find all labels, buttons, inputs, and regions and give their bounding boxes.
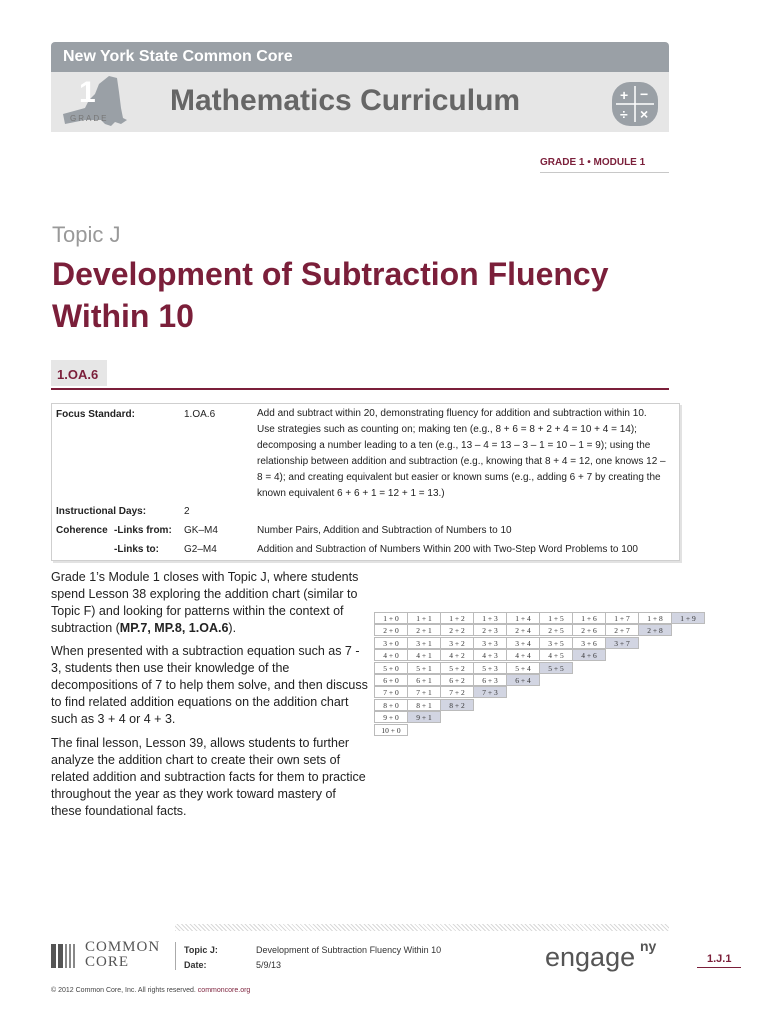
addition-chart-cell: 1 + 4	[506, 612, 540, 624]
copyright-text: © 2012 Common Core, Inc. All rights reserved.	[51, 987, 196, 994]
topic-title: Development of Subtraction Fluency Within 10	[52, 256, 609, 334]
links-to-label: -Links to:	[114, 544, 159, 555]
footer-hatch-rule	[175, 924, 669, 931]
addition-chart-cell: 5 + 4	[506, 662, 540, 674]
body-paragraph-1-text: Grade 1’s Module 1 closes with Topic J, where students spend Lesson 38 exploring the addition chart (similar to Topic F) and looking for patterns within the context of subtraction (	[51, 570, 359, 635]
addition-chart-cell: 1 + 1	[407, 612, 441, 624]
focus-standard-code: 1.OA.6	[184, 409, 216, 420]
addition-chart-cell: 3 + 0	[374, 637, 408, 649]
addition-chart-cell: 8 + 2	[440, 699, 474, 711]
grade-word: GRADE	[70, 114, 109, 123]
addition-chart-cell: 4 + 4	[506, 649, 540, 661]
addition-chart-cell: 4 + 6	[572, 649, 606, 661]
instructional-days-label: Instructional Days:	[56, 506, 147, 517]
addition-chart-cell: 7 + 0	[374, 686, 408, 698]
addition-chart-cell: 4 + 0	[374, 649, 408, 661]
header-banner-text: New York State Common Core	[63, 48, 293, 65]
grade-number: 1	[79, 76, 96, 109]
body-paragraph-1-standards: MP.7, MP.8, 1.OA.6	[119, 621, 229, 635]
addition-chart-cell: 9 + 1	[407, 711, 441, 723]
addition-chart-cell: 5 + 0	[374, 662, 408, 674]
addition-chart-cell: 1 + 5	[539, 612, 573, 624]
addition-chart-cell: 2 + 3	[473, 624, 507, 636]
addition-chart-cell: 1 + 9	[671, 612, 705, 624]
body-paragraph-1-end: ).	[228, 621, 237, 635]
addition-chart-cell: 7 + 2	[440, 686, 474, 698]
focus-standard-table	[51, 403, 680, 561]
addition-chart-cell: 4 + 2	[440, 649, 474, 661]
svg-text:×: ×	[640, 106, 649, 122]
body-paragraph-2: When presented with a subtraction equation such as 7 - 3, students then use their knowledge of the decompositions of 7 to help them solve, and then discuss to find related addition equations on the addition chart such as 3 + 4 or 4 + 3.	[51, 644, 368, 726]
curriculum-title: Mathematics Curriculum	[170, 84, 521, 117]
addition-chart-cell: 4 + 1	[407, 649, 441, 661]
addition-chart-cell: 7 + 1	[407, 686, 441, 698]
addition-chart-cell: 4 + 3	[473, 649, 507, 661]
page-number-underline	[697, 967, 741, 968]
footer-topic-value: Development of Subtraction Fluency Within 10	[256, 945, 442, 955]
addition-chart-cell: 1 + 7	[605, 612, 639, 624]
addition-chart-cell: 2 + 7	[605, 624, 639, 636]
addition-chart-cell: 6 + 1	[407, 674, 441, 686]
addition-chart-cell: 2 + 5	[539, 624, 573, 636]
addition-chart-cell: 3 + 6	[572, 637, 606, 649]
addition-chart-cell: 5 + 2	[440, 662, 474, 674]
addition-chart-cell: 2 + 2	[440, 624, 474, 636]
addition-chart-cell: 2 + 0	[374, 624, 408, 636]
addition-chart-cell: 6 + 2	[440, 674, 474, 686]
links-from-description: Number Pairs, Addition and Subtraction of Numbers to 10	[257, 525, 512, 536]
addition-chart-cell: 7 + 3	[473, 686, 507, 698]
focus-standard-label: Focus Standard:	[56, 409, 135, 420]
addition-chart-cell: 6 + 3	[473, 674, 507, 686]
grade-module-label: GRADE 1 • MODULE 1	[540, 157, 646, 168]
standard-rule	[51, 388, 669, 390]
focus-standard-description: Add and subtract within 20, demonstrating fluency for addition and subtraction within 10. Use strategies such as counting on; making ten (e.g., 8 + 6 = 8 + 2 + 4 = 10 + 4 = 14); decomposing a number leading to a ten (e.g., 13 – 4 = 13 – 3 – 1 = 10 – 1 = 9); using the relationship between addition and subtraction (e.g., knowing that 8 + 4 = 12, one knows 12 – 8 = 4); and creating equivalent but easier or known sums (e.g., adding 6 + 7 by creating the known equivalent 6 + 6 + 1 = 12 + 1 = 13.)	[257, 408, 666, 499]
addition-chart-cell: 3 + 2	[440, 637, 474, 649]
addition-chart-cell: 6 + 4	[506, 674, 540, 686]
addition-chart-cell: 3 + 3	[473, 637, 507, 649]
math-operations-icon	[612, 82, 658, 126]
addition-chart-cell: 3 + 1	[407, 637, 441, 649]
addition-chart-cell: 1 + 2	[440, 612, 474, 624]
addition-chart-cell: 5 + 1	[407, 662, 441, 674]
addition-chart-cell: 9 + 0	[374, 711, 408, 723]
addition-chart-cell: 1 + 0	[374, 612, 408, 624]
engageny-logo-sup: ny	[640, 938, 657, 954]
svg-text:+: +	[620, 87, 629, 103]
copyright-notice	[51, 987, 250, 994]
addition-chart-cell: 6 + 0	[374, 674, 408, 686]
addition-chart-cell: 1 + 3	[473, 612, 507, 624]
addition-chart-cell: 10 + 0	[374, 724, 408, 736]
addition-chart-cell: 2 + 6	[572, 624, 606, 636]
common-core-logo-icon	[51, 944, 79, 968]
addition-chart-cell: 2 + 8	[638, 624, 672, 636]
body-paragraph-3: The final lesson, Lesson 39, allows students to further analyze the addition chart to create their own sets of related addition and subtraction facts for them to practice throughout the year as they work toward mastery of these foundational facts.	[51, 736, 366, 818]
footer-date-value: 5/9/13	[256, 960, 282, 970]
common-core-logo-line1: COMMON	[85, 939, 161, 955]
links-to-description: Addition and Subtraction of Numbers Within 200 with Two-Step Word Problems to 100	[257, 544, 638, 555]
engageny-logo: engage	[545, 942, 636, 972]
svg-text:÷: ÷	[620, 106, 628, 122]
addition-chart-cell: 1 + 6	[572, 612, 606, 624]
page-number: 1.J.1	[707, 953, 732, 965]
common-core-logo-line2: CORE	[85, 954, 130, 970]
footer-separator	[175, 942, 176, 970]
coherence-label: Coherence	[56, 525, 108, 536]
addition-chart-cell: 4 + 5	[539, 649, 573, 661]
addition-chart-cell: 1 + 8	[638, 612, 672, 624]
standard-tag: 1.OA.6	[57, 367, 99, 382]
addition-chart-cell: 5 + 5	[539, 662, 573, 674]
links-from-label: -Links from:	[114, 525, 172, 536]
addition-chart-cell: 2 + 4	[506, 624, 540, 636]
common-core-logo-text	[85, 940, 160, 970]
footer-date-label: Date:	[184, 960, 207, 970]
copyright-link[interactable]: commoncore.org	[197, 987, 251, 994]
body-paragraph-1	[51, 569, 369, 637]
addition-chart-cell: 5 + 3	[473, 662, 507, 674]
addition-chart-cell: 8 + 1	[407, 699, 441, 711]
links-to-code: G2–M4	[184, 544, 217, 555]
addition-chart-cell: 2 + 1	[407, 624, 441, 636]
addition-chart-cell: 3 + 7	[605, 637, 639, 649]
addition-chart-cell: 3 + 5	[539, 637, 573, 649]
addition-chart-cell: 8 + 0	[374, 699, 408, 711]
links-from-code: GK–M4	[184, 525, 218, 536]
svg-text:−: −	[640, 86, 649, 102]
instructional-days-value: 2	[184, 506, 190, 517]
grade-module-divider	[540, 172, 669, 173]
topic-label: Topic J	[52, 222, 121, 247]
addition-chart-cell: 3 + 4	[506, 637, 540, 649]
footer-topic-label: Topic J:	[184, 945, 218, 955]
